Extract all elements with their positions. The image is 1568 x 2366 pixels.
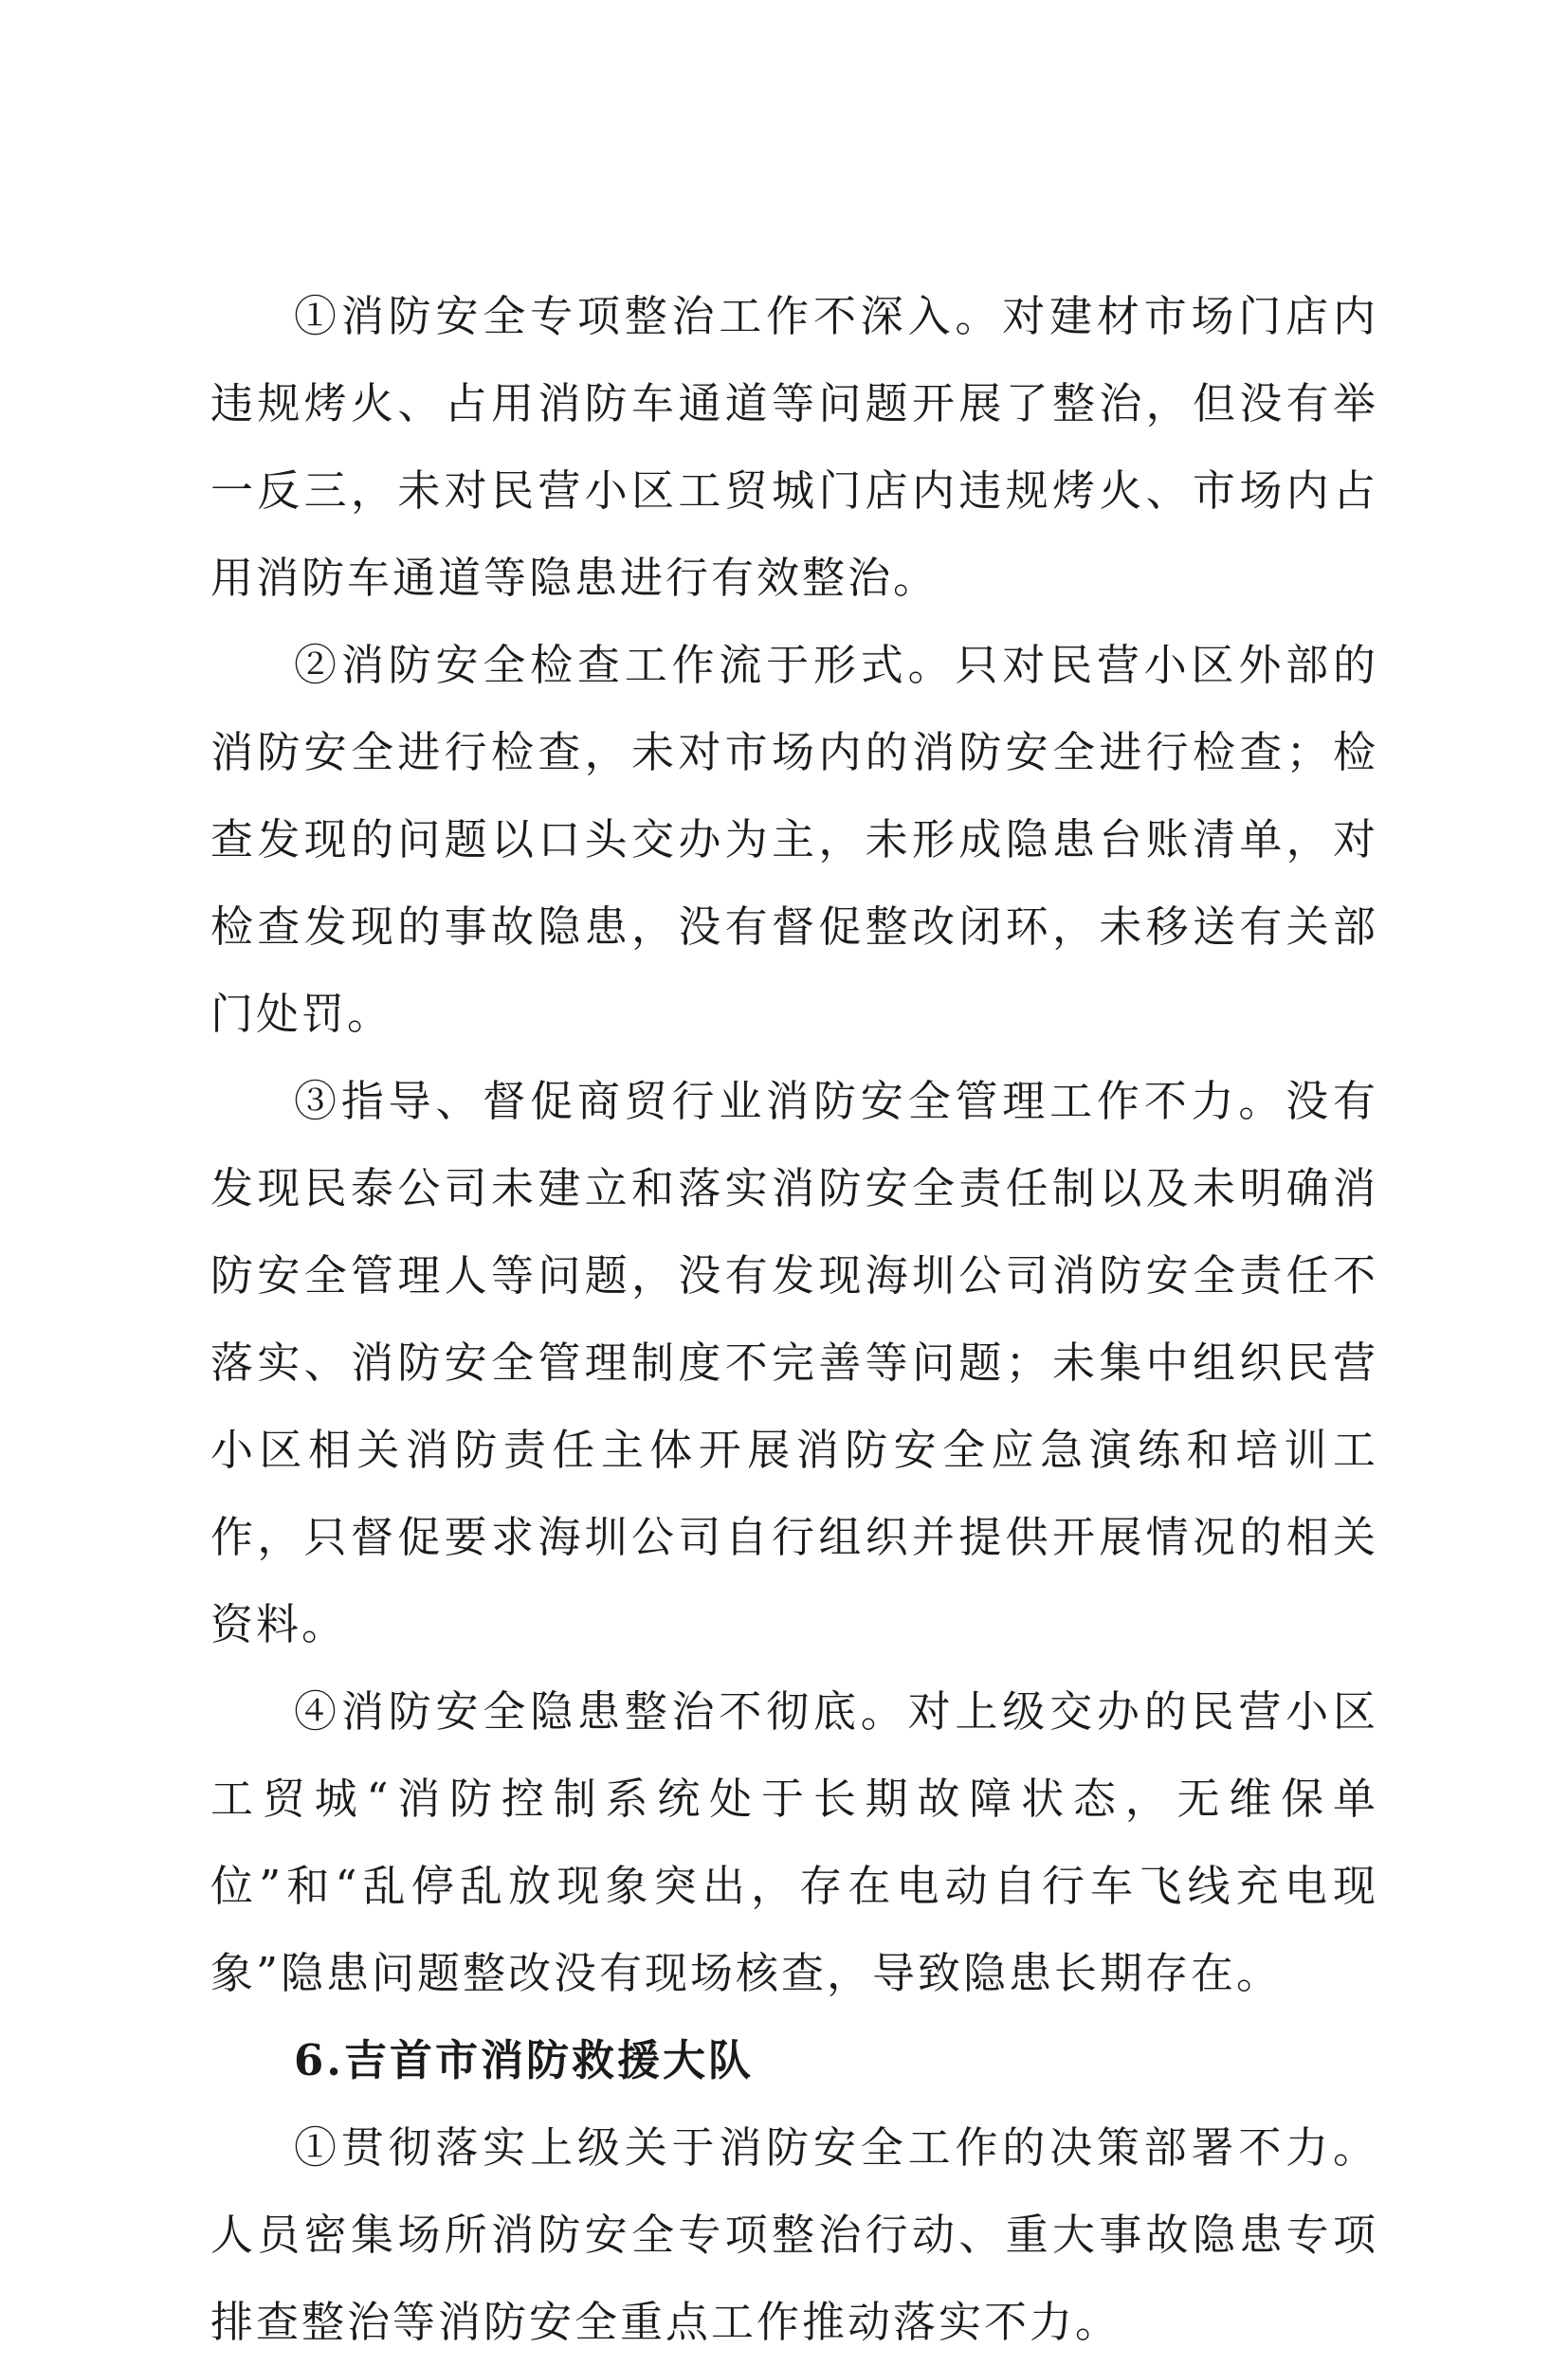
document-page [210,273,1378,2366]
paragraph-commerce-guidance: ③指导、督促商贸行业消防安全管理工作不力。没有发现民泰公司未建立和落实消防安全责任制以及未明确消防安全管理人等问题，没有发现海圳公司消防安全责任不落实、消防安全管理制度不完善等问题；未集中组织民营小区相关消防责任主体开展消防安全应急演练和培训工作，只督促要求海圳公司自行组织并提供开展情况的相关资料。 [210,1076,1378,1649]
paragraph-fire-inspection: ②消防安全检查工作流于形式。只对民营小区外部的消防安全进行检查，未对市场内的消防安全进行检查；检查发现的问题以口头交办为主，未形成隐患台账清单，对检查发现的事故隐患，没有督促整改闭环，未移送有关部门处罚。 [210,640,1378,1039]
paragraph-hazard-rectification: ④消防安全隐患整治不彻底。对上级交办的民营小区工贸城“消防控制系统处于长期故障状态，无维保单位”和“乱停乱放现象突出，存在电动自行车飞线充电现象”隐患问题整改没有现场核查，导致隐患长期存在。 [210,1686,1378,1998]
section-heading: 6.吉首市消防救援大队 [294,2035,754,2085]
paragraph-fire-rectification: ①消防安全专项整治工作不深入。对建材市场门店内违规烤火、占用消防车通道等问题开展了整治，但没有举一反三，未对民营小区工贸城门店内违规烤火、市场内占用消防车通道等隐患进行有效整治。 [210,291,1378,603]
paragraph-rescue-brigade-deployment: ①贯彻落实上级关于消防安全工作的决策部署不力。人员密集场所消防安全专项整治行动、重大事故隐患专项排查整治等消防安全重点工作推动落实不力。 [210,2122,1378,2347]
